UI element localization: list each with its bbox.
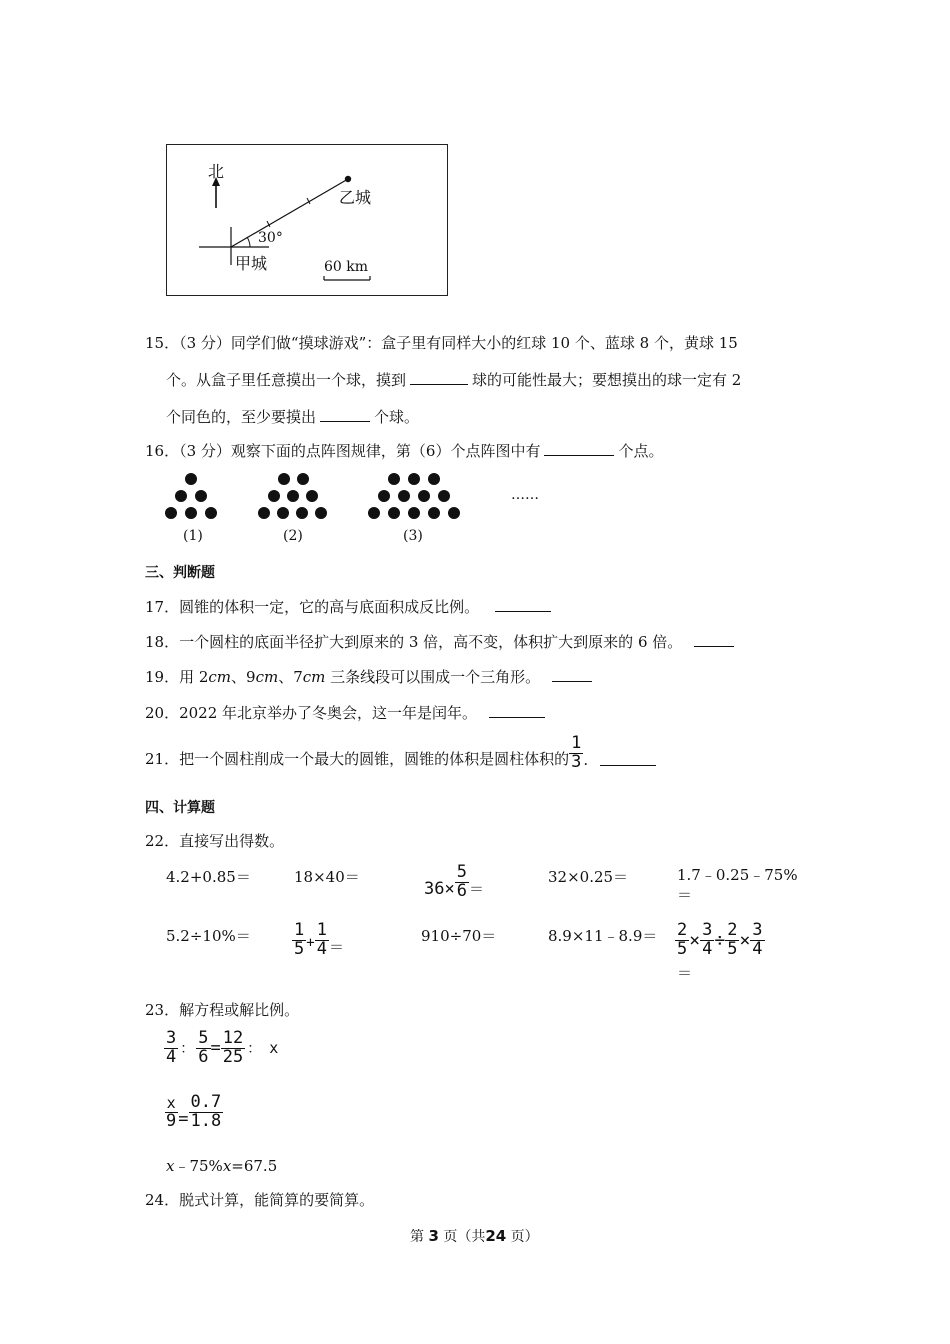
- dot: [296, 507, 308, 519]
- numerator: 3: [752, 920, 763, 940]
- page-footer: [410, 1226, 539, 1246]
- answer-blank[interactable]: [544, 454, 614, 456]
- fraction: [675, 922, 689, 959]
- period: .: [583, 750, 589, 769]
- denominator: 4: [166, 1046, 177, 1067]
- equation-text: =67.5: [231, 1157, 278, 1175]
- answer-blank[interactable]: [320, 420, 370, 422]
- question-text: 用 2: [179, 668, 209, 686]
- dot: [205, 507, 217, 519]
- fraction: [196, 1030, 210, 1067]
- dot: [185, 507, 197, 519]
- fraction: [164, 1096, 178, 1131]
- footer-text: 页（共: [443, 1229, 486, 1245]
- fraction: [189, 1094, 224, 1131]
- dot: [258, 507, 270, 519]
- question-text: （3 分）观察下面的点阵图规律，第（6）个点阵图中有: [179, 442, 541, 460]
- fraction: [292, 922, 306, 959]
- dot: [175, 490, 187, 502]
- numerator: 0.7: [190, 1092, 222, 1112]
- section-heading: 三、判断题: [145, 565, 215, 581]
- equation-3: [166, 1155, 277, 1176]
- question-text: 个球。: [374, 408, 420, 426]
- calc-item: 1.7﹣0.25﹣75%: [677, 866, 798, 884]
- question-text: 个点。: [618, 442, 664, 460]
- footer-text: 页）: [510, 1229, 539, 1245]
- answer-blank[interactable]: [694, 645, 734, 647]
- answer-blank[interactable]: [495, 610, 551, 612]
- section-heading: 四、计算题: [145, 800, 215, 816]
- question-number: 15．: [145, 334, 180, 352]
- equals: =: [210, 1038, 221, 1059]
- fraction: [221, 1030, 245, 1067]
- denominator: 6: [198, 1046, 209, 1067]
- equals: =: [178, 1108, 189, 1129]
- answer-blank[interactable]: [552, 680, 592, 682]
- north-label: 北: [208, 162, 225, 181]
- dot: [438, 490, 450, 502]
- dot: [388, 507, 400, 519]
- denominator: 3: [571, 751, 582, 772]
- question-text: 把一个圆柱削成一个最大的圆锥，圆锥的体积是圆柱体积的: [179, 749, 570, 768]
- denominator: 4: [752, 938, 763, 959]
- question-text: 球的可能性最大；要想摸出的球一定有 2: [472, 371, 742, 389]
- numerator: x: [166, 1094, 176, 1113]
- answer-blank[interactable]: [410, 383, 468, 385]
- dot: [287, 490, 299, 502]
- numerator: 12: [222, 1028, 244, 1048]
- numerator: 2: [727, 920, 738, 940]
- numerator: 3: [702, 920, 713, 940]
- answer-blank[interactable]: [489, 716, 545, 718]
- question-text: 个。从盒子里任意摸出一个球，摸到: [166, 371, 407, 389]
- question-21: [145, 735, 660, 772]
- question-16: [145, 440, 663, 461]
- question-15-line3: [166, 406, 419, 427]
- pattern-label-1: (1): [183, 528, 203, 544]
- calc-item: [292, 922, 344, 959]
- numerator: 5: [198, 1028, 209, 1048]
- denominator: 4: [316, 938, 327, 959]
- question-text: 圆锥的体积一定，它的高与底面积成反比例。: [179, 598, 480, 616]
- calc-equals: ＝: [677, 886, 693, 904]
- fraction: [725, 922, 739, 959]
- question-19: [145, 666, 596, 687]
- scale-label: 60 km: [324, 259, 369, 275]
- dot: [428, 473, 440, 485]
- fraction: [750, 922, 764, 959]
- question-number: 16．: [145, 442, 180, 460]
- denominator: 25: [222, 1046, 244, 1067]
- dot: [278, 473, 290, 485]
- operator: +: [306, 934, 315, 951]
- dot: [378, 490, 390, 502]
- question-text: 三条线段可以围成一个三角形。: [325, 668, 541, 686]
- numerator: 3: [166, 1028, 177, 1048]
- fraction: [164, 1030, 178, 1067]
- footer-text: 第: [410, 1229, 424, 1245]
- angle-label: 30°: [258, 230, 283, 246]
- question-number: 20．: [145, 704, 180, 722]
- dot: [388, 473, 400, 485]
- calc-item: 4.2+0.85＝: [166, 868, 251, 886]
- denominator: 5: [727, 938, 738, 959]
- calc-item: 8.9×11﹣8.9＝: [548, 927, 658, 945]
- numerator: 1: [294, 920, 305, 940]
- dot: [297, 473, 309, 485]
- question-number: 24．: [145, 1191, 180, 1209]
- variable: x: [269, 1039, 279, 1058]
- question-text: 、7: [278, 668, 303, 686]
- unit: cm: [255, 668, 279, 686]
- variable: x: [166, 1157, 175, 1175]
- question-number: 18．: [145, 633, 180, 651]
- dot: [408, 507, 420, 519]
- question-20: [145, 702, 549, 723]
- page-number: 3: [428, 1227, 439, 1245]
- unit: cm: [208, 668, 232, 686]
- question-23: [145, 999, 299, 1020]
- question-18: [145, 631, 738, 652]
- equation-2: [164, 1094, 223, 1131]
- question-number: 22．: [145, 832, 180, 850]
- numerator: 5: [456, 862, 467, 882]
- equals: ＝: [328, 937, 344, 956]
- colon: ：: [180, 1041, 195, 1058]
- pattern-label-3: (3): [403, 528, 423, 544]
- dot: [368, 507, 380, 519]
- calc-item: [675, 922, 765, 959]
- fraction: [455, 864, 469, 901]
- variable: x: [222, 1157, 232, 1175]
- question-15-line2: [166, 369, 741, 390]
- answer-blank[interactable]: [600, 764, 656, 766]
- operator: ×: [689, 929, 701, 951]
- dot: [165, 507, 177, 519]
- calc-item: 18×40＝: [294, 868, 360, 886]
- question-24: [145, 1189, 374, 1210]
- calc-item: 5.2÷10%＝: [166, 927, 251, 945]
- pattern-label-2: (2): [283, 528, 303, 544]
- calc-equals: ＝: [677, 964, 693, 982]
- denominator: 5: [677, 938, 688, 959]
- question-text: （3 分）同学们做“摸球游戏”：盒子里有同样大小的红球 10 个、蓝球 8 个，黄球 15: [179, 334, 738, 352]
- dot: [185, 473, 197, 485]
- question-15: [145, 332, 738, 353]
- equation-text: ﹣75%: [174, 1157, 223, 1175]
- colon: ：: [247, 1041, 262, 1058]
- calc-text: 36×: [424, 878, 455, 899]
- map-figure: [166, 144, 448, 296]
- dot: [195, 490, 207, 502]
- dot: [418, 490, 430, 502]
- unit: cm: [302, 668, 326, 686]
- dot: [398, 490, 410, 502]
- question-number: 17．: [145, 598, 180, 616]
- dot: [268, 490, 280, 502]
- calc-item: [424, 864, 484, 901]
- denominator: 6: [456, 880, 467, 901]
- total-pages: 24: [485, 1227, 507, 1245]
- city-a-label: 甲城: [235, 254, 268, 273]
- dot: [448, 507, 460, 519]
- denominator: 5: [294, 938, 305, 959]
- dot: [408, 473, 420, 485]
- question-17: [145, 596, 555, 617]
- question-number: 21．: [145, 749, 180, 768]
- question-number: 23．: [145, 1001, 180, 1019]
- dot: [277, 507, 289, 519]
- question-text: 直接写出得数。: [179, 832, 285, 850]
- fraction: [315, 922, 329, 959]
- question-text: 脱式计算，能简算的要简算。: [179, 1191, 375, 1209]
- dot: [306, 490, 318, 502]
- question-text: 个同色的，至少要摸出: [166, 408, 317, 426]
- dot: [315, 507, 327, 519]
- fraction: [569, 735, 583, 772]
- operator: ÷: [714, 929, 726, 951]
- operator: ×: [739, 929, 751, 951]
- ellipsis: ……: [511, 487, 539, 503]
- equals: ＝: [468, 879, 484, 898]
- numerator: 2: [677, 920, 688, 940]
- question-number: 19．: [145, 668, 180, 686]
- question-text: 、9: [231, 668, 256, 686]
- question-text: 一个圆柱的底面半径扩大到原来的 3 倍，高不变，体积扩大到原来的 6 倍。: [179, 633, 683, 651]
- fraction: [700, 922, 714, 959]
- denominator: 4: [702, 938, 713, 959]
- numerator: 1: [571, 733, 582, 753]
- numerator: 1: [316, 920, 327, 940]
- calc-item: 910÷70＝: [421, 927, 497, 945]
- dot: [428, 507, 440, 519]
- calc-item: 32×0.25＝: [548, 868, 629, 886]
- question-text: 解方程或解比例。: [179, 1001, 300, 1019]
- question-text: 2022 年北京举办了冬奥会，这一年是闰年。: [179, 704, 478, 722]
- equation-1: [164, 1030, 278, 1067]
- denominator: 9: [166, 1110, 177, 1131]
- question-22: [145, 830, 284, 851]
- city-b-label: 乙城: [339, 188, 372, 207]
- denominator: 1.8: [190, 1110, 222, 1131]
